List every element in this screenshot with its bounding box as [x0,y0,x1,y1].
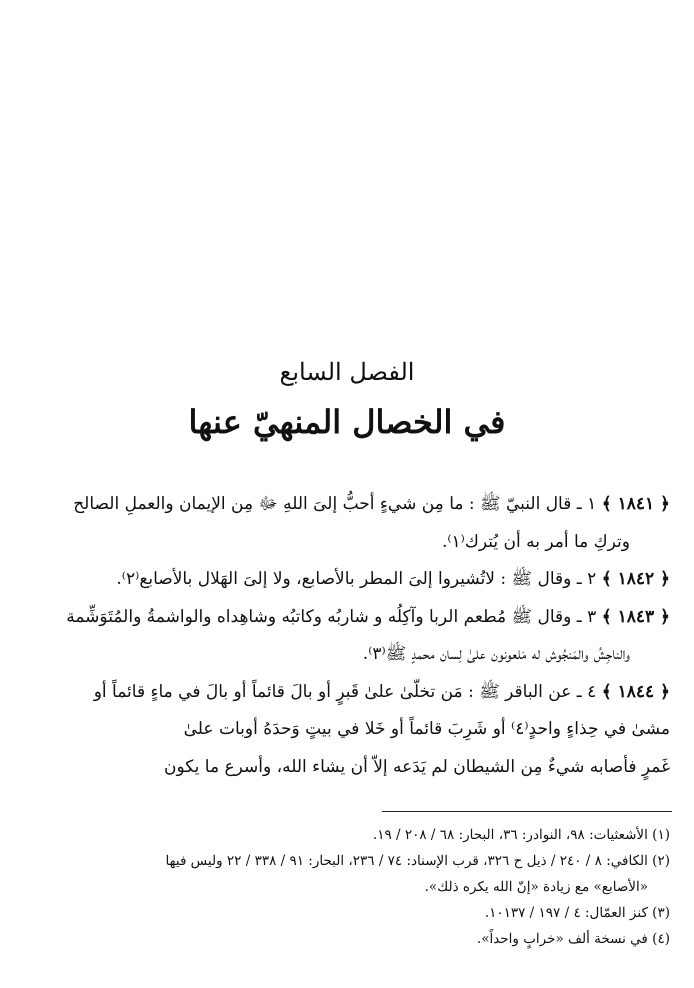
hadith-number: ﴿ ١٨٤٢ ﴾ [601,569,670,589]
footnote-text: (٤) في نسخة ألف «خرابٍ واحداً». [476,931,670,947]
footnote-text: (٣) كنز العمّال: ٤ / ١٩٧ / ١٠١٣٧. [484,905,670,921]
chapter-heading [0,352,694,448]
hadith-number: ﴿ ١٨٤١ ﴾ [601,494,670,514]
footnote-2-continuation [22,874,670,900]
hadith-1844-continuation [22,711,670,749]
hadith-1842 [22,561,670,599]
hadith-1841-continuation [22,524,670,562]
hadith-text: ٢ ـ وقال ﷺ : لاتُشيروا إلىَ المطر بالأصابع، ولا إلىَ الهَلال بالأصابع⁽٢⁾. [116,569,602,589]
footnote-1 [22,822,670,848]
chapter-label: الفصل السابع [279,358,415,386]
hadith-1844 [22,674,670,712]
hadith-1844-continuation [22,749,670,787]
footnote-text: (١) الأشعثيات: ٩٨، النوادر: ٣٦، البحار: ٦٨ / ٢٠٨ / ١٩. [372,827,670,843]
footnote-3 [22,900,670,926]
chapter-title: في الخصال المنهيّ عنها [188,403,506,441]
hadith-text: وتركِ ما أمر به أن يُترك⁽١⁾. [441,531,630,552]
hadith-number: ﴿ ١٨٤٤ ﴾ [601,681,670,702]
hadith-1843 [22,599,670,637]
footnotes [22,822,670,952]
hadith-text: ١ ـ قال النبيّ ﷺ : ما مِن شيءٍ أحبُّ إلىَ اللهِ ﷻ مِن الإيمان والعملِ الصالح [73,494,602,514]
footnote-divider [382,811,672,812]
hadith-text: مشىٰ في حِذاءٍ واحدٍ⁽٤⁾ أو شَرِبَ قائماً أو خَلا في بيتٍ وَحدَهُ أوبات علىٰ [183,719,670,739]
hadith-text: والناجِشُ والمَنجُوش له مَلعونون علىٰ لِسان محمدٍ ﷺ⁽٣⁾. [362,644,630,664]
hadith-text: غَمرٍ فأصابه شيءٌ مِن الشيطان لم يَدَعه إلاّ أن يشاء الله، وأسرع ما يكون [164,756,670,777]
hadith-1841 [22,486,670,524]
hadith-text: ٤ ـ عن الباقر ﷺ : مَن تخلّىٰ علىٰ قَبرٍ أو بالَ قائماً أو بالَ في ماءٍ قائماً أو [93,681,602,702]
footnote-text: (٢) الكافي: ٨ / ٢٤٠ / ذيل ح ٣٢٦، قرب الإسناد: ٧٤ / ٢٣٦، البحار: ٩١ / ٣٣٨ / ٢٢ وليس فيها [165,853,670,869]
footnote-text: «الأصابع» مع زيادة «إنّ الله يكره ذلك». [424,879,648,895]
footnote-4 [22,926,670,952]
hadith-text: ٣ ـ وقال ﷺ مُطعم الربا وآكِلُه و شاربُه وكاتبُه وشاهِداه والواشمةُ والمُتَوَشِّمة [66,606,602,627]
hadith-number: ﴿ ١٨٤٣ ﴾ [601,606,670,627]
hadith-1843-continuation [22,636,670,674]
footnote-2 [22,848,670,874]
hadith-list [22,486,670,786]
